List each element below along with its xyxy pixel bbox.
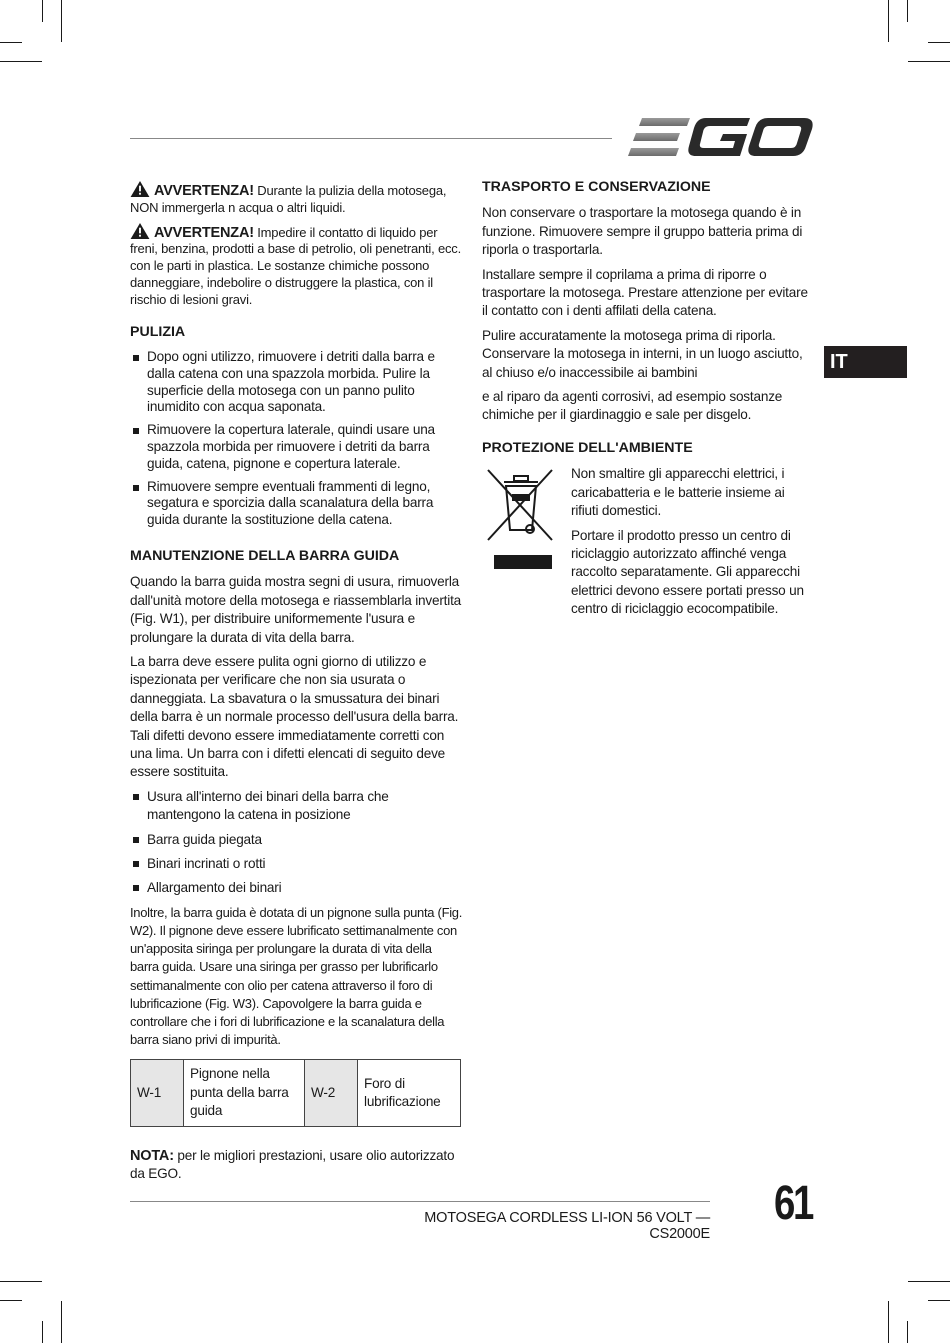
language-tab: IT bbox=[824, 346, 907, 378]
paragraph: Non smaltire gli apparecchi elettrici, i caricabatteria e le batterie insieme ai rifiuti domestici. bbox=[571, 466, 785, 519]
page-number: 61 bbox=[774, 1177, 812, 1230]
paragraph: Pulire accuratamente la motosega prima di riporla. Conservare la motosega in interni, in un luogo asciutto, al chiuso e/o inaccessibile ai bambini bbox=[482, 327, 803, 380]
list-item: Usura all'interno dei binari della barra che mantengono la catena in posizione bbox=[130, 788, 463, 825]
list-item: Binari incrinati o rotti bbox=[130, 855, 463, 873]
left-column bbox=[130, 181, 463, 1190]
defects-list bbox=[130, 788, 463, 898]
table-row bbox=[131, 1060, 461, 1126]
paragraph: Quando la barra guida mostra segni di usura, rimuoverla dall'unità motore della motosega e riassemblarla invertita (Fig. W1), per distribuire uniformemente l'usura e prolungare la durata di vita della barra. bbox=[130, 574, 462, 645]
note-text: per le migliori prestazioni, usare olio autorizzato da EGO. bbox=[130, 1147, 455, 1182]
list-item: Barra guida piegata bbox=[130, 831, 463, 849]
warning-triangle-icon bbox=[130, 223, 150, 239]
warning-label: AVVERTENZA! bbox=[154, 183, 254, 199]
paragraph: e al riparo da agenti corrosivi, ad esempio sostanze chimiche per il giardinaggio e sale per disgelo. bbox=[482, 389, 783, 423]
note bbox=[130, 1147, 463, 1184]
table-cell-key: W-2 bbox=[305, 1060, 358, 1126]
warning-text: Impedire il contatto di liquido per freni, benzina, prodotti a base di petrolio, oli penetranti, ecc. con le parti in plastica. Le sostanze chimiche possono danneggiare, indebolire o distruggere la plastica, con il rischio di lesioni gravi. bbox=[130, 224, 461, 307]
footer-title: MOTOSEGA CORDLESS LI-ION 56 VOLT — CS2000E bbox=[424, 1210, 710, 1242]
paragraph: Non conservare o trasportare la motosega quando è in funzione. Rimuovere sempre il gruppo batteria prima di riporla o trasportarla. bbox=[482, 205, 803, 258]
section-heading-manutenzione: MANUTENZIONE DELLA BARRA GUIDA bbox=[130, 547, 400, 564]
warning-1 bbox=[130, 181, 463, 217]
table-cell-key: W-1 bbox=[131, 1060, 184, 1126]
list-item: Allargamento dei binari bbox=[130, 879, 463, 897]
figure-legend-table bbox=[130, 1059, 461, 1126]
warning-2 bbox=[130, 223, 463, 309]
weee-crossed-bin-icon bbox=[486, 462, 556, 572]
paragraph: La barra deve essere pulita ogni giorno di utilizzo e ispezionata per verificare che non sia usurata o danneggiata. La sbavatura o la smussatura dei binari della barra è un normale processo dell'usura della barra. Tali difetti devono essere immediatamente corretti con una lima. Un barra con i difetti elencati di seguito deve essere sostituita. bbox=[130, 653, 459, 780]
list-item: Rimuovere la copertura laterale, quindi usare una spazzola morbida per rimuovere i detriti da barra guida, catena, pignone e copertura laterale. bbox=[130, 422, 463, 472]
section-heading-trasporto: TRASPORTO E CONSERVAZIONE bbox=[482, 179, 711, 195]
warning-label: AVVERTENZA! bbox=[154, 224, 254, 241]
paragraph: Portare il prodotto presso un centro di riciclaggio autorizzato affinché venga raccolto separatamente. Gli apparecchi elettrici devono essere portati presso un centro di riciclaggio ecocompatibile. bbox=[571, 527, 804, 617]
table-cell-value: Foro di lubrificazione bbox=[358, 1060, 461, 1126]
list-item: Rimuovere sempre eventuali frammenti di legno, segatura e sporcizia dalla scanalatura della barra guida durante la sostituzione della catena. bbox=[130, 479, 463, 529]
section-heading-pulizia: PULIZIA bbox=[130, 323, 186, 340]
warning-triangle-icon bbox=[130, 181, 150, 197]
ego-logo bbox=[628, 114, 813, 160]
ambiente-text bbox=[571, 465, 812, 618]
note-label: NOTA: bbox=[130, 1147, 174, 1164]
paragraph: Installare sempre il coprilama a prima di riporre o trasportare la motosega. Prestare attenzione per evitare il contatto con i denti affilati della catena. bbox=[482, 266, 808, 319]
section-heading-ambiente: PROTEZIONE DELL'AMBIENTE bbox=[482, 439, 693, 456]
footer-rule bbox=[130, 1201, 710, 1202]
paragraph: Inoltre, la barra guida è dotata di un pignone sulla punta (Fig. W2). Il pignone deve essere lubrificato settimanalmente con un'apposita siringa per prolungare la durata di vita della barra guida. Usare una siringa per grasso per lubrificarlo settimanalmente con olio per catena attraverso il foro di lubrificazione (Fig. W3). Capovolgere la barra guida e controllare che i fori di lubrificazione e la scanalatura della barra siano privi di impurità. bbox=[130, 904, 463, 1048]
table-cell-value: Pignone nella punta della barra guida bbox=[184, 1060, 305, 1126]
pulizia-list bbox=[130, 349, 463, 529]
header-rule bbox=[130, 138, 612, 139]
warning-text: Durante la pulizia della motosega, NON immergerla n acqua o altri liquidi. bbox=[130, 183, 447, 215]
list-item: Dopo ogni utilizzo, rimuovere i detriti dalla barra e dalla catena con una spazzola morbida. Pulire la superficie della motosega con un panno pulito inumidito con acqua saponata. bbox=[130, 349, 463, 416]
